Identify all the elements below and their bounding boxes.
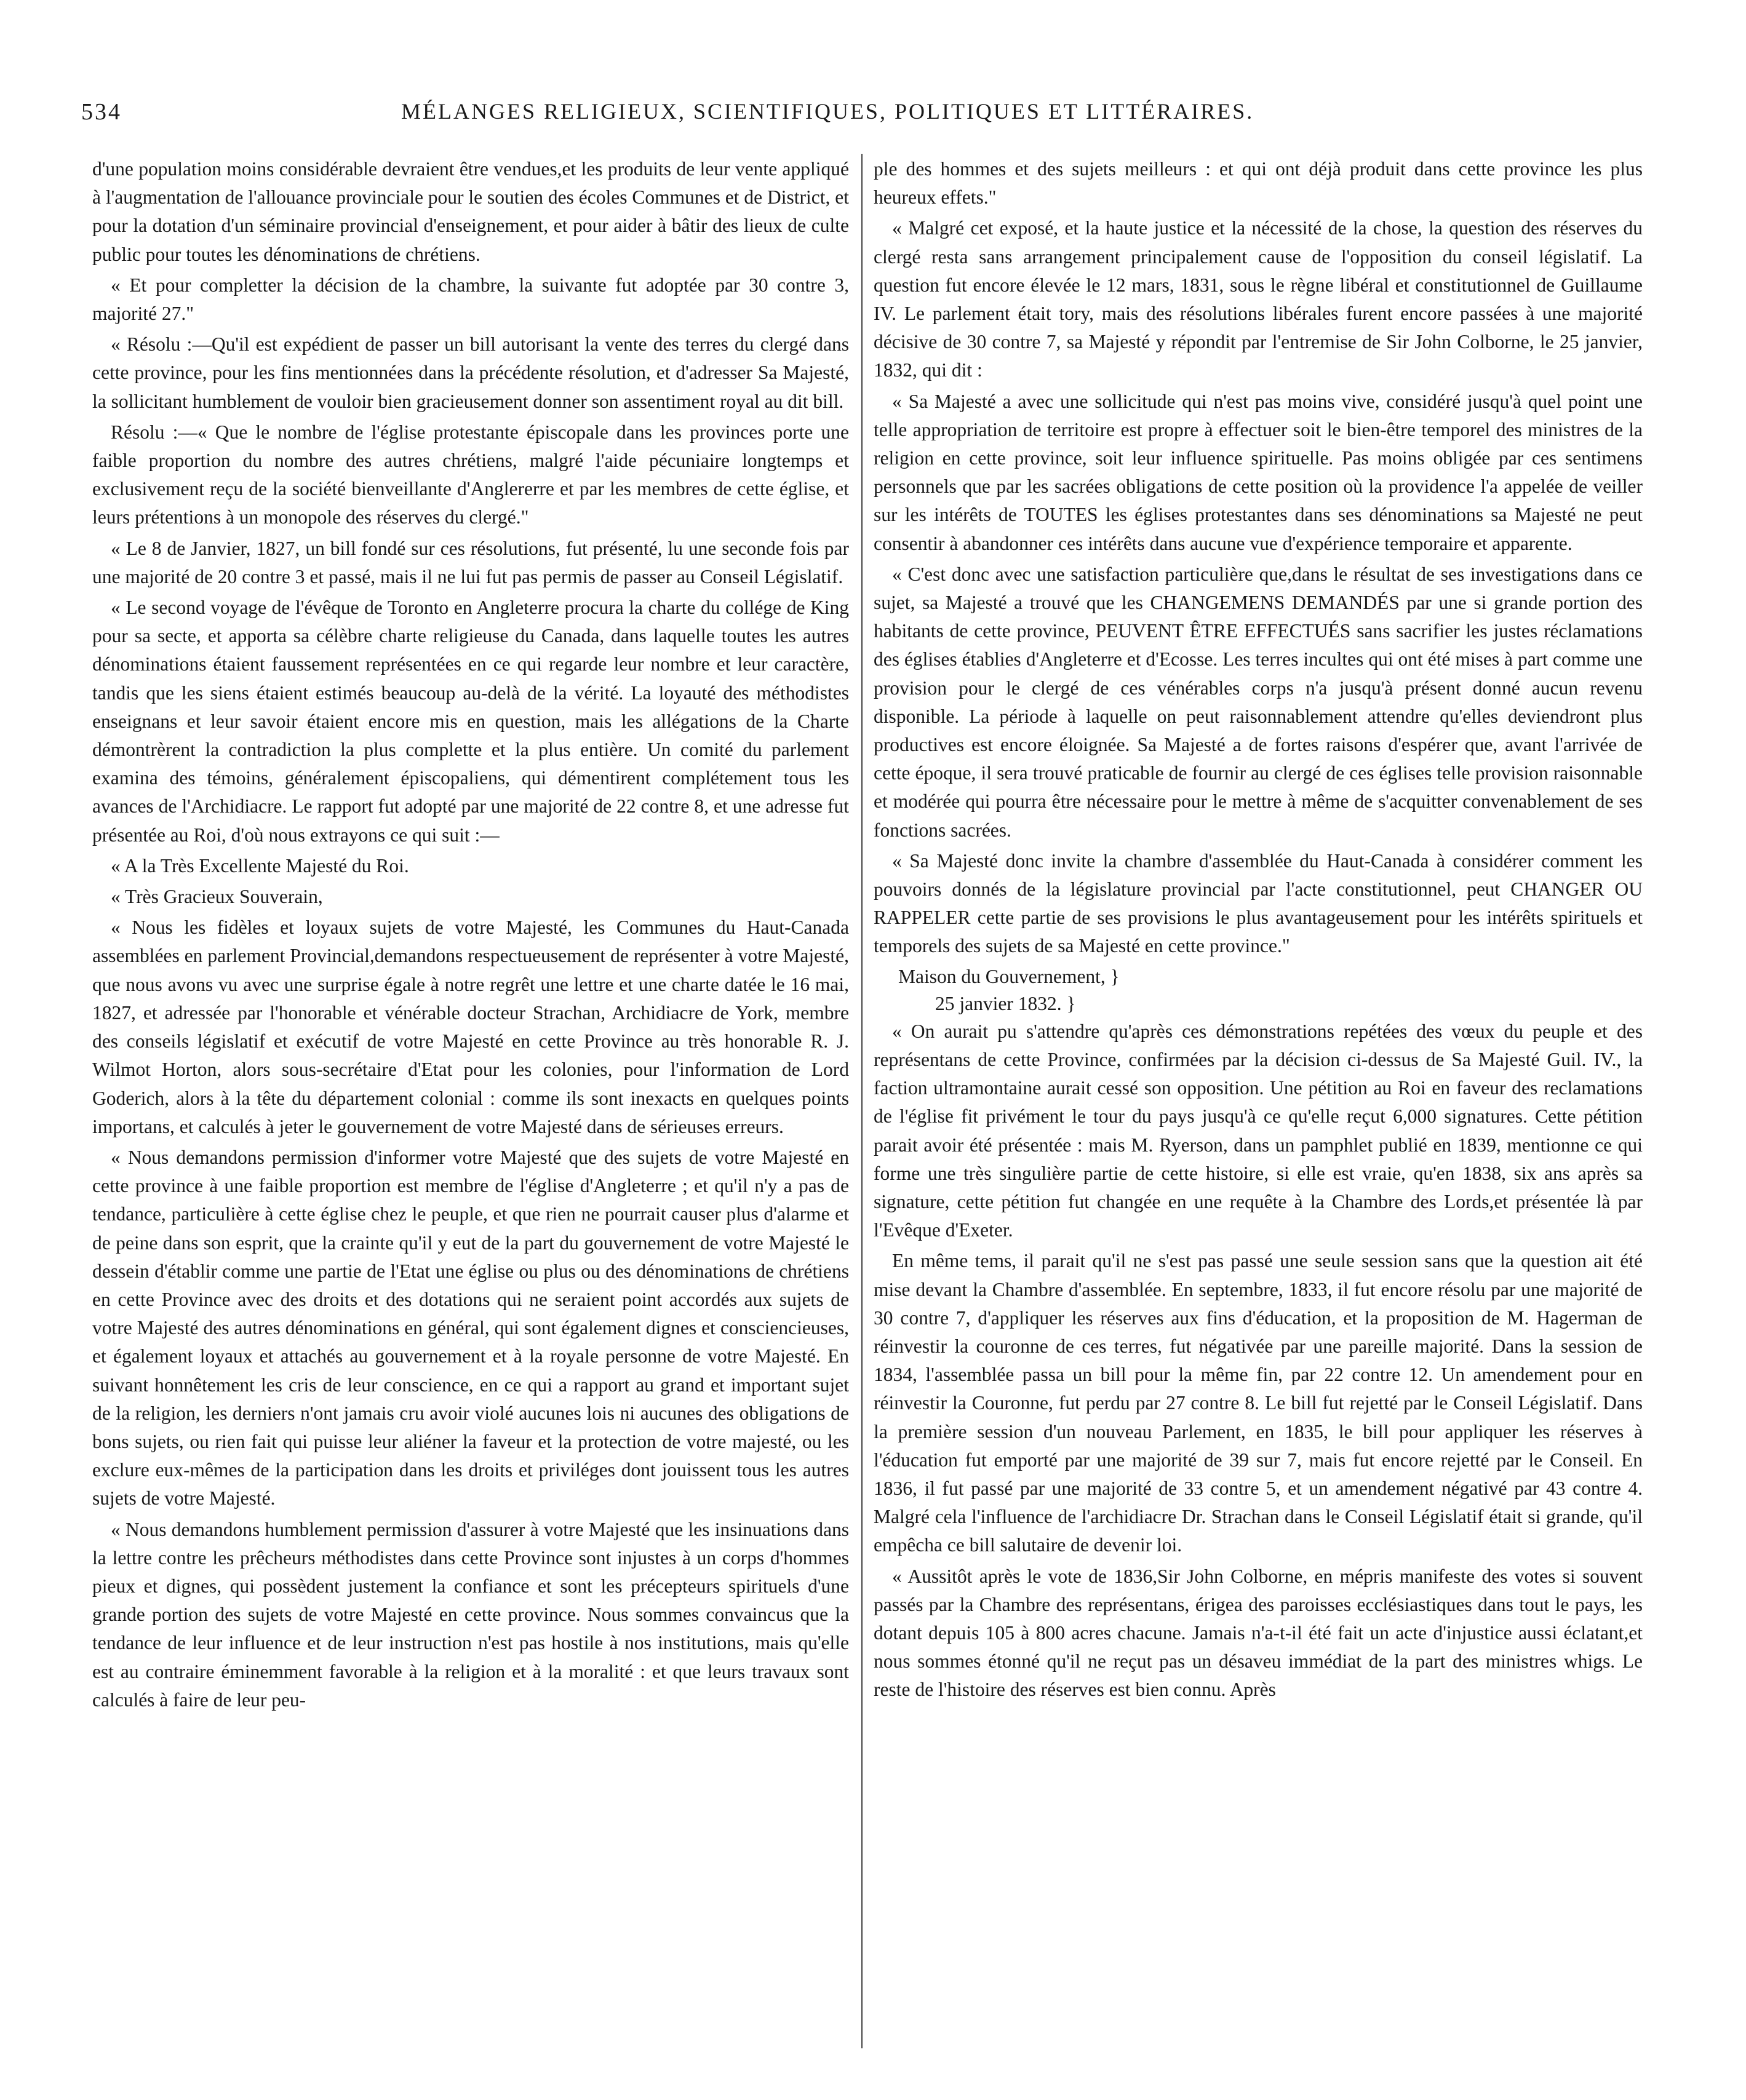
paragraph: ple des hommes et des sujets meilleurs : et qui ont déjà produit dans cette province les plus heureux effets."	[874, 158, 1643, 209]
paragraph: « A la Très Excellente Majesté du Roi.	[111, 854, 409, 877]
paragraph: Résolu :—« Que le nombre de l'église protestante épiscopale dans les provinces porte une faible proportion du nombre des autres chrétiens, malgré l'aide pécuniaire longtemps et exclusivement reçu de la société bienveillante d'Anglererre et par les membres de cette église, et leurs prétentions à un monopole des réserves du clergé."	[92, 421, 849, 528]
paragraph: « Aussitôt après le vote de 1836,Sir John Colborne, en mépris manifeste des votes si souvent passés par la Chambre des représentans, érigea des paroisses ecclésiastiques dans tout le pays, les dotant depuis 105 à 800 acres chacune. Jamais n'a-t-il été fait un acte d'injustice aussi éclatant,et nous sommes étonné qu'il ne reçut pas un désaveu immédiat de la part des ministres whigs. Le reste de l'histoire des réserves est bien connu. Après	[874, 1565, 1643, 1701]
column-divider	[861, 154, 863, 2048]
paragraph: « Et pour completter la décision de la chambre, la suivante fut adoptée par 30 contre 3, majorité 27."	[92, 274, 849, 325]
paragraph: d'une population moins considérable devraient être vendues,et les produits de leur vente appliqué à l'augmentation de l'allouance provinciale pour le soutien des écoles Communes et de District, et pour la dotation d'un séminaire provincial d'enseignement, et pour aider à bâtir des lieux de culte public pour toutes les dénominations de chrétiens.	[92, 158, 849, 265]
paragraph: « Malgré cet exposé, et la haute justice et la nécessité de la chose, la question des réserves du clergé resta sans arrangement principalement cause de l'opposition du conseil législatif. La question fut encore élevée le 12 mars, 1831, sous le règne libéral et constitutionnel de Guillaume IV. Le parlement était tory, mais des résolutions libérales furent encore passées à une majorité décisive de 30 contre 7, sa Majesté y répondit par l'entremise de Sir John Colborne, le 25 janvier, 1832, qui dit :	[874, 217, 1643, 381]
paragraph: « Sa Majesté a avec une sollicitude qui n'est pas moins vive, considéré jusqu'à quel point une telle appropriation de territoire est propre à effectuer soit le bien-être temporel des ministres de la religion en cette province, soit leur influence spirituelle. Pas moins obligée par ces sentimens personnels que par les sacrées obligations de cette position où la providence l'a appelée de veiller sur les intérêts de TOUTES les églises protestantes dans ses dénominations sa Majesté ne peut consentir à abandonner ces intérêts dans aucune vue d'expérience temporaire et apparente.	[874, 390, 1643, 554]
paragraph: « Le second voyage de l'évêque de Toronto en Angleterre procura la charte du collége de King pour sa secte, et apporta sa célèbre charte religieuse du Canada, dans laquelle toutes les autres dénominations étaient faussement représentées en ce qui regarde leur nombre et leur caractère, tandis que les siens étaient estimés beaucoup au-delà de la vérité. La loyauté des méthodistes enseignans et leur savoir étaient encore mis en question, mais les allégations de la Charte démontrèrent la contradiction la plus complette et la plus entière. Un comité du parlement examina des témoins, généralement épiscopaliens, qui démentirent complétement tous les avances de l'Archidiacre. Le rapport fut adopté par une majorité de 22 contre 8, et une adresse fut présentée au Roi, d'où nous extrayons ce qui suit :—	[92, 597, 849, 846]
left-column	[92, 155, 849, 2056]
right-column	[874, 155, 1643, 2056]
signature-block	[874, 963, 1643, 1017]
page-number: 534	[81, 99, 122, 125]
paragraph: « Nous demandons permission d'informer votre Majesté que des sujets de votre Majesté en cette province à une faible proportion est membre de l'église d'Angleterre ; et qu'il n'y a pas de tendance, particulière à cette église chez le peuple, et que rien ne pourrait causer plus d'alarme et de peine dans son esprit, que la crainte qu'il y eut de la part du gouvernement de votre Majesté le dessein d'établir comme une partie de l'Etat une église ou plus ou des dénominations de chrétiens en cette Province avec des droits et des dotations qui ne seraient point accordés aux sujets de votre Majesté des autres dénominations en général, qui sont également dignes et consciencieuses, et également loyaux et attachés au gouvernement et à la royale personne de votre Majesté. En suivant honnêtement les cris de leur conscience, en ce qui a rapport au grand et important sujet de la religion, les derniers n'ont jamais cru avoir violé aucunes lois ni aucunes des obligations de bons sujets, ou rien fait qui puisse leur aliéner la faveur et la protection de votre majesté, ou les exclure eux-mêmes de la participation dans les droits et priviléges dont jouissent tous les autres sujets de votre Majesté.	[92, 1146, 849, 1509]
signature-line: Maison du Gouvernement, }	[898, 965, 1120, 987]
paragraph: « On aurait pu s'attendre qu'après ces démonstrations repétées des vœux du peuple et des représentans de cette Province, confirmées par la décision ci-dessus de Sa Majesté Guil. IV., la faction ultramontaine aurait cessé son opposition. Une pétition au Roi en faveur des reclamations de l'église fit privément le tour du pays jusqu'à ce qu'elle reçut 6,000 signatures. Cette pétition parait avoir été présentée : mais M. Ryerson, dans un pamphlet publié en 1839, mentionne ce qui forme une très singulière partie de cette histoire, si elle est vraie, qu'en 1838, six ans après sa signature, cette pétition fut changée en une requête à la Chambre des Lords,et présentée là par l'Evêque d'Exeter.	[874, 1020, 1643, 1241]
paragraph: « Sa Majesté donc invite la chambre d'assemblée du Haut-Canada à considérer comment les pouvoirs donnés de la législature provincial par l'acte constitutionnel, peut CHANGER OU RAPPELER cette partie de ses provisions le plus avantageusement pour les intérêts spirituels et temporels des sujets de sa Majesté en cette province."	[874, 849, 1643, 957]
paragraph: « Résolu :—Qu'il est expédient de passer un bill autorisant la vente des terres du clergé dans cette province, pour les fins mentionnées dans la précédente résolution, et d'adresser Sa Majesté, la sollicitant humblement de vouloir bien gracieusement donner son assentiment royal au dit bill.	[92, 333, 849, 412]
paragraph: « Nous demandons humblement permission d'assurer à votre Majesté que les insinuations dans la lettre contre les prêcheurs méthodistes dans cette Province sont injustes à un corps d'hommes pieux et dignes, qui possèdent justement la confiance et sont les précepteurs spirituels d'une grande portion des sujets de votre Majesté en cette province. Nous sommes convaincus que la tendance de leur influence et de leur instruction n'est pas hostile à nos institutions, mais qu'elle est au contraire éminemment favorable à la religion et à la moralité : et que leurs travaux sont calculés à faire de leur peu-	[92, 1518, 849, 1711]
paragraph: « Très Gracieux Souverain,	[111, 886, 323, 908]
paragraph: « C'est donc avec une satisfaction particulière que,dans le résultat de ses investigations dans ce sujet, sa Majesté a trouvé que les CHANGEMENS DEMANDÉS par une si grande portion des habitants de cette province, PEUVENT ÊTRE EFFECTUÉS sans sacrifier les justes réclamations des églises établies d'Angleterre et d'Ecosse. Les terres incultes qui ont été mises à part comme une provision pour le clergé de ces vénérables corps n'a jusqu'à présent donné aucun revenu disponible. La période à laquelle on peut raisonnablement attendre qu'elles deviendront plus productives est encore éloignée. Sa Majesté a de fortes raisons d'espérer que, avant l'arrivée de cette époque, il sera trouvé praticable de fournir au clergé de ces églises telle provision raisonnable et modérée qui pourra être nécessaire pour le mettre à même de s'acquitter convenablement de ses fonctions sacrées.	[874, 563, 1643, 841]
page-header	[81, 98, 1619, 135]
running-head: MÉLANGES RELIGIEUX, SCIENTIFIQUES, POLITIQUES ET LITTÉRAIRES.	[401, 99, 1254, 124]
paragraph: « Nous les fidèles et loyaux sujets de votre Majesté, les Communes du Haut-Canada assemblées en parlement Provincial,demandons respectueusement de représenter à votre Majesté, que nous avons vu avec une surprise égale à notre regrêt une lettre et une charte datée le 16 mai, 1827, et adressée par l'honorable et vénérable docteur Strachan, Archidiacre de York, membre des conseils législatif et exécutif de votre Majesté en cette Province au très honorable R. J. Wilmot Horton, alors sous-secrétaire d'Etat pour les colonies, pour l'information de Lord Goderich, alors à la tête du département colonial : comme ils sont inexacts en quelques points importans, et calculés à jeter le gouvernement de votre Majesté dans de sérieuses erreurs.	[92, 917, 849, 1137]
paragraph: « Le 8 de Janvier, 1827, un bill fondé sur ces résolutions, fut présenté, lu une seconde fois par une majorité de 20 contre 3 et passé, mais il ne lui fut pas permis de passer au Conseil Législatif.	[92, 537, 849, 587]
signature-date: 25 janvier 1832. }	[935, 992, 1076, 1014]
paragraph: En même tems, il parait qu'il ne s'est pas passé une seule session sans que la question ait été mise devant la Chambre d'assemblée. En septembre, 1833, il fut encore résolu par une majorité de 30 contre 7, d'appliquer les réserves aux fins d'éducation, et la proposition de M. Hagerman de réinvestir la couronne de ces terres, fut négativée par une pareille majorité. Dans la session de 1834, l'assemblée passa un bill pour la même fin, par 22 contre 12. Un amendement pour en réinvestir la Couronne, fut perdu par 27 contre 8. Le bill fut rejetté par le Conseil Législatif. Dans la première session d'un nouveau Parlement, en 1835, le bill pour appliquer les réserves à l'éducation fut emporté par une majorité de 39 sur 7, mais fut encore rejetté par le Conseil. En 1836, il fut passé par une majorité de 33 contre 5, et un amendement négativé par 43 contre 4. Malgré cela l'influence de l'archidiacre Dr. Strachan dans le Conseil Législatif était si grande, qu'il empêcha ce bill salutaire de devenir loi.	[874, 1250, 1643, 1556]
